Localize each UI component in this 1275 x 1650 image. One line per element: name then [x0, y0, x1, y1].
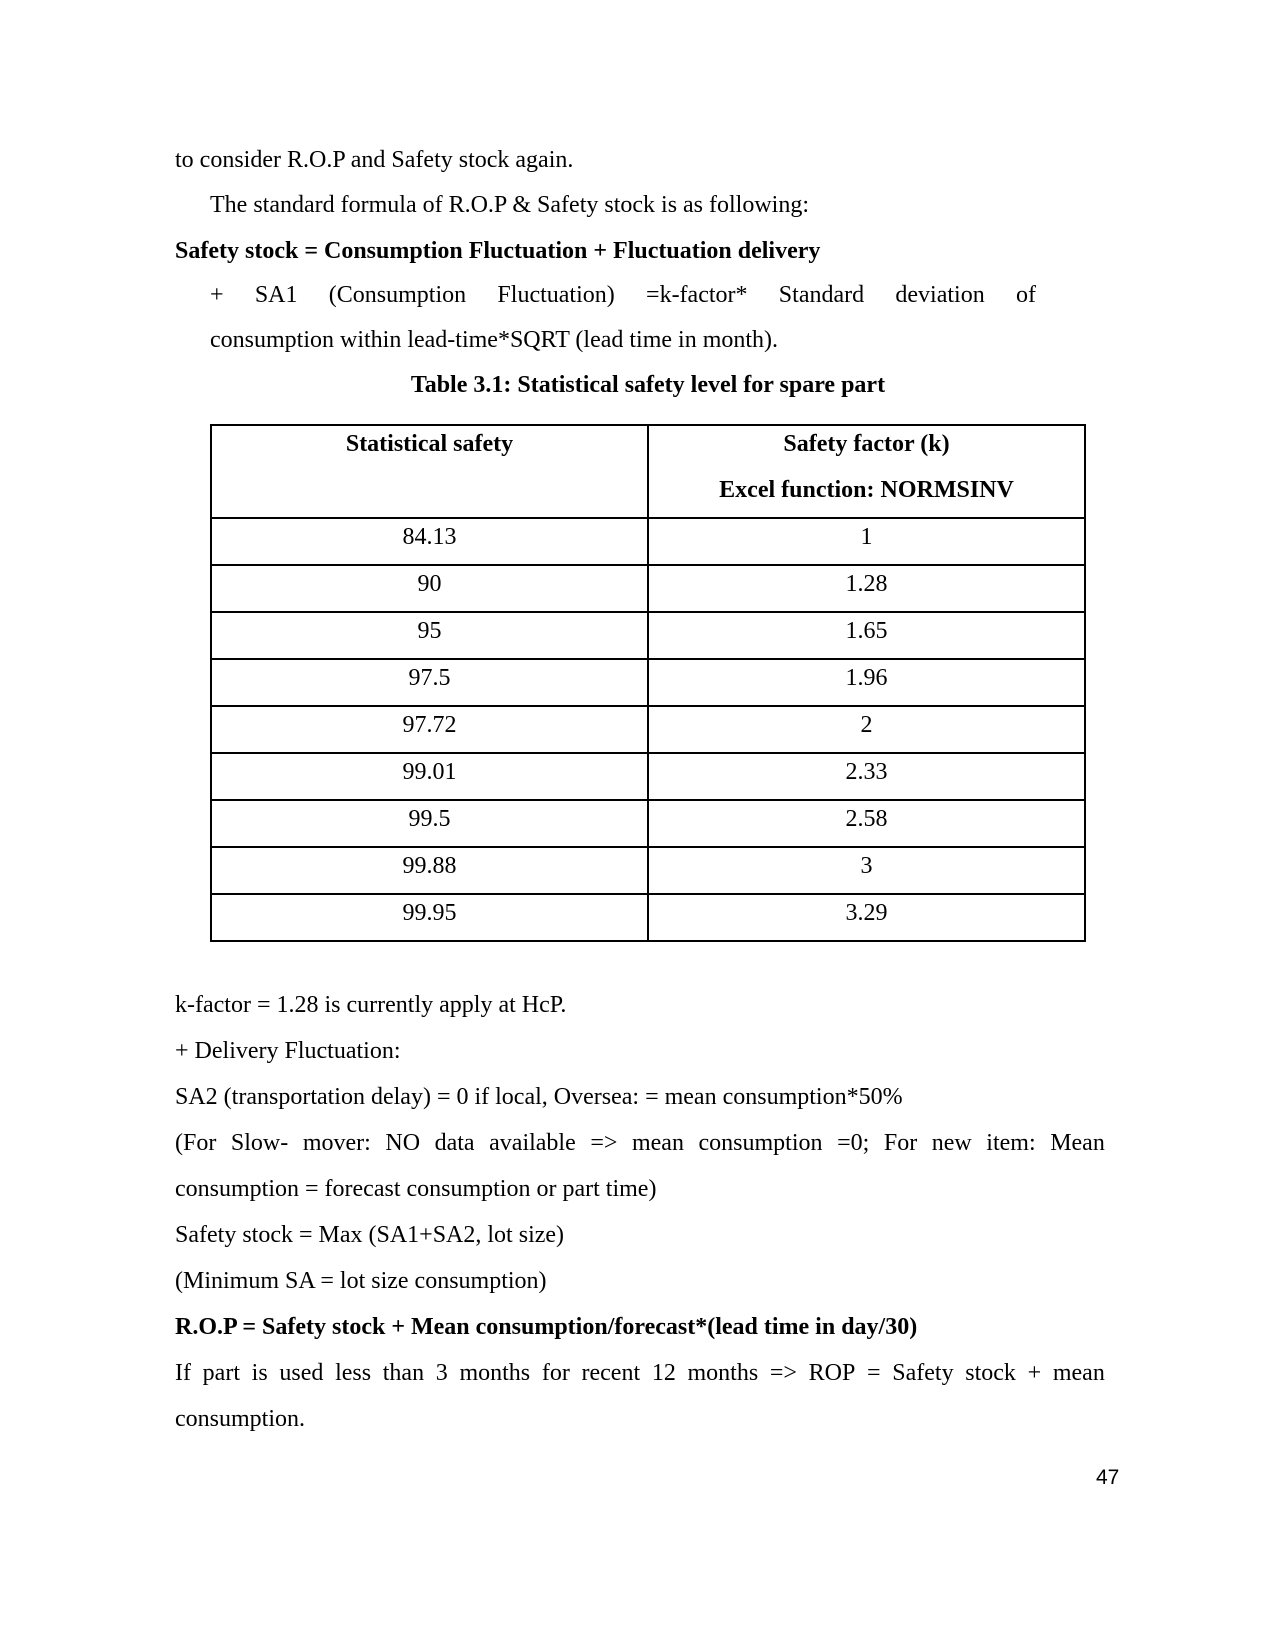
word: months	[459, 1360, 531, 1386]
word: stock	[965, 1360, 1016, 1386]
word: recent	[581, 1360, 641, 1386]
page-number: 47	[1096, 1466, 1120, 1489]
cell-factor: 3	[648, 847, 1085, 894]
word: If	[175, 1360, 191, 1386]
table-row	[211, 612, 1085, 659]
word: =>	[769, 1360, 797, 1386]
word: item:	[986, 1130, 1036, 1156]
safety-stock-formula: Safety stock = Consumption Fluctuation + Fluctuation delivery	[175, 238, 821, 264]
cell-factor: 1	[648, 518, 1085, 565]
word: mean	[631, 1130, 684, 1156]
rop-rule-line	[175, 1358, 1105, 1388]
word: Standard	[778, 282, 865, 308]
word: new	[931, 1130, 972, 1156]
word: consumption	[698, 1130, 823, 1156]
word: data	[434, 1130, 475, 1156]
table-row	[211, 894, 1085, 941]
paragraph-delivery-fluctuation: + Delivery Fluctuation:	[175, 1038, 401, 1064]
cell-safety: 90	[211, 565, 648, 612]
word: ROP	[808, 1360, 856, 1386]
cell-factor: 1.96	[648, 659, 1085, 706]
word: than	[382, 1360, 425, 1386]
word: mover:	[302, 1130, 371, 1156]
word: =	[867, 1360, 881, 1386]
sa1-definition-cont: consumption within lead-time*SQRT (lead time in month).	[210, 327, 779, 353]
word: =0;	[837, 1130, 870, 1156]
cell-factor: 2.33	[648, 753, 1085, 800]
word: SA1	[254, 282, 298, 308]
table-header-row	[211, 425, 1085, 518]
word: used	[279, 1360, 324, 1386]
cell-factor: 2.58	[648, 800, 1085, 847]
paragraph-minimum-sa: (Minimum SA = lot size consumption)	[175, 1268, 547, 1294]
header-safety-factor: Safety factor (k) Excel function: NORMSINV	[648, 425, 1085, 518]
word: months	[687, 1360, 759, 1386]
cell-safety: 99.95	[211, 894, 648, 941]
header-statistical-safety: Statistical safety	[211, 425, 648, 518]
word: Fluctuation)	[497, 282, 615, 308]
word: =>	[590, 1130, 618, 1156]
word: (For	[175, 1130, 217, 1156]
cell-safety: 99.01	[211, 753, 648, 800]
paragraph-consumption-end: consumption.	[175, 1406, 305, 1432]
paragraph-mean-consumption: consumption = forecast consumption or part time)	[175, 1176, 657, 1202]
table-row	[211, 847, 1085, 894]
word: part	[202, 1360, 240, 1386]
word: of	[1015, 282, 1036, 308]
cell-safety: 84.13	[211, 518, 648, 565]
rop-formula: R.O.P = Safety stock + Mean consumption/forecast*(lead time in day/30)	[175, 1314, 918, 1340]
paragraph-sa2: SA2 (transportation delay) = 0 if local, Oversea: = mean consumption*50%	[175, 1084, 903, 1110]
word: For	[883, 1130, 918, 1156]
word: is	[251, 1360, 268, 1386]
table-row	[211, 565, 1085, 612]
word: +	[1027, 1360, 1042, 1386]
word: (Consumption	[328, 282, 467, 308]
word: mean	[1052, 1360, 1105, 1386]
cell-factor: 1.28	[648, 565, 1085, 612]
word: deviation	[895, 282, 985, 308]
cell-factor: 1.65	[648, 612, 1085, 659]
word: available	[489, 1130, 576, 1156]
word: 12	[651, 1360, 676, 1386]
word: NO	[385, 1130, 421, 1156]
word: +	[210, 282, 224, 308]
word: for	[541, 1360, 570, 1386]
cell-safety: 97.5	[211, 659, 648, 706]
safety-factor-table	[210, 424, 1086, 942]
table-caption: Table 3.1: Statistical safety level for spare part	[410, 372, 886, 398]
cell-safety: 99.5	[211, 800, 648, 847]
cell-safety: 99.88	[211, 847, 648, 894]
paragraph-formula-intro: The standard formula of R.O.P & Safety stock is as following:	[210, 192, 810, 218]
paragraph-k-factor: k-factor = 1.28 is currently apply at HcP.	[175, 992, 567, 1018]
table-row	[211, 800, 1085, 847]
paragraph-intro: to consider R.O.P and Safety stock again.	[175, 147, 574, 173]
word: =k-factor*	[646, 282, 748, 308]
paragraph-safety-stock-max: Safety stock = Max (SA1+SA2, lot size)	[175, 1222, 565, 1248]
cell-safety: 95	[211, 612, 648, 659]
cell-safety: 97.72	[211, 706, 648, 753]
cell-factor: 3.29	[648, 894, 1085, 941]
word: Safety	[892, 1360, 954, 1386]
table-row	[211, 706, 1085, 753]
word: Slow-	[230, 1130, 289, 1156]
word: 3	[435, 1360, 448, 1386]
cell-factor: 2	[648, 706, 1085, 753]
word: Mean	[1050, 1130, 1105, 1156]
sa1-definition-line	[210, 280, 1036, 310]
table-row	[211, 659, 1085, 706]
table-row	[211, 753, 1085, 800]
word: less	[335, 1360, 372, 1386]
table-row	[211, 518, 1085, 565]
slow-mover-line	[175, 1128, 1105, 1158]
